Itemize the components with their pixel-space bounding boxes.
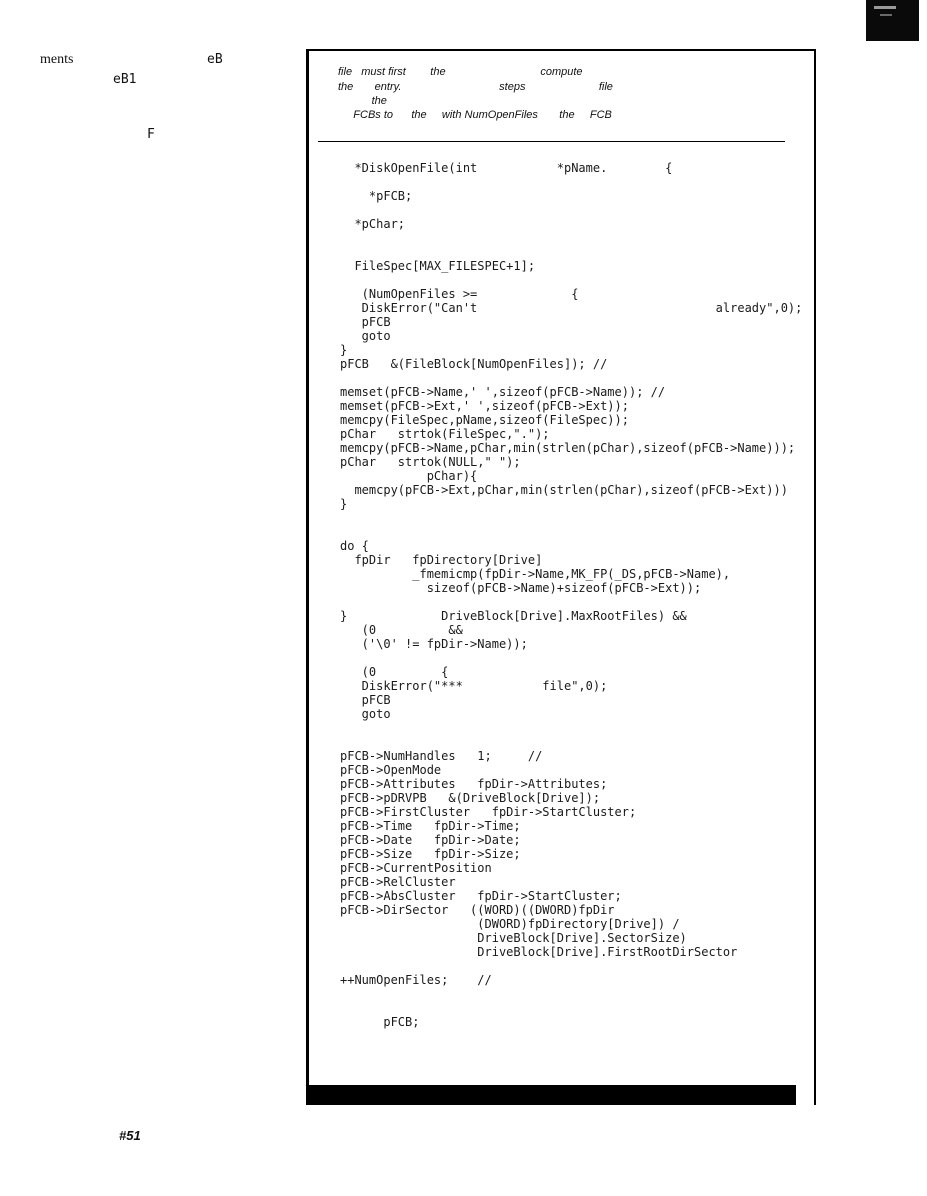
code-line xyxy=(340,245,802,259)
code-line: pFCB->Size fpDir->Size; xyxy=(340,847,521,861)
code-line: pFCB xyxy=(340,693,391,707)
code-line xyxy=(340,959,802,973)
code-line: (0 && xyxy=(340,623,463,637)
caption-line-4: FCBs to the with NumOpenFiles the FCB xyxy=(338,109,612,121)
code-listing xyxy=(340,161,802,1029)
code-line xyxy=(340,273,802,287)
margin-fragment-4: F xyxy=(147,127,155,142)
corner-tab xyxy=(866,0,919,41)
margin-fragment-1: ments xyxy=(40,52,74,67)
code-line xyxy=(340,987,802,1001)
code-line: pChar strtok(NULL," "); xyxy=(340,455,521,469)
code-line: DriveBlock[Drive].SectorSize) xyxy=(340,931,687,945)
caption-rule xyxy=(318,141,785,142)
code-line: goto xyxy=(340,707,391,721)
code-line: (NumOpenFiles >= { xyxy=(340,287,579,301)
listing-bottom-bar xyxy=(306,1085,796,1105)
code-line: fpDir fpDirectory[Drive] xyxy=(340,553,543,567)
code-line: memset(pFCB->Ext,' ',sizeof(pFCB->Ext)); xyxy=(340,399,629,413)
code-line: memcpy(FileSpec,pName,sizeof(FileSpec)); xyxy=(340,413,629,427)
code-line xyxy=(340,371,802,385)
page-number: #51 xyxy=(119,1128,141,1143)
code-line: memcpy(pFCB->Name,pChar,min(strlen(pChar),sizeof(pFCB->Name))); xyxy=(340,441,796,455)
code-line: DiskError("Can't already",0); xyxy=(340,301,803,315)
code-line: pFCB->pDRVPB &(DriveBlock[Drive]); xyxy=(340,791,601,805)
code-line: _fmemicmp(fpDir->Name,MK_FP(_DS,pFCB->Name), xyxy=(340,567,731,581)
code-line: pFCB->FirstCluster fpDir->StartCluster; xyxy=(340,805,637,819)
code-line: pFCB->Attributes fpDir->Attributes; xyxy=(340,777,608,791)
code-line: pFCB &(FileBlock[NumOpenFiles]); // xyxy=(340,357,608,371)
code-line: sizeof(pFCB->Name)+sizeof(pFCB->Ext)); xyxy=(340,581,702,595)
code-line xyxy=(340,595,802,609)
margin-fragment-3: eB1 xyxy=(113,72,137,87)
margin-fragment-2: eB xyxy=(207,52,223,67)
code-line: *pChar; xyxy=(340,217,406,231)
code-line: FileSpec[MAX_FILESPEC+1]; xyxy=(340,259,536,273)
code-line: pFCB->DirSector ((WORD)((DWORD)fpDir xyxy=(340,903,615,917)
code-line xyxy=(340,511,802,525)
code-line xyxy=(340,735,802,749)
code-line: DiskError("*** file",0); xyxy=(340,679,608,693)
code-line: pFCB->CurrentPosition xyxy=(340,861,492,875)
tab-speck xyxy=(874,6,896,9)
code-line xyxy=(340,175,802,189)
code-line xyxy=(340,721,802,735)
code-line: pChar){ xyxy=(340,469,478,483)
code-line: pFCB->OpenMode xyxy=(340,763,442,777)
code-line: } xyxy=(340,497,348,511)
code-line: *pFCB; xyxy=(340,189,413,203)
code-line xyxy=(340,1001,802,1015)
tab-speck xyxy=(880,14,892,16)
code-line: (0 { xyxy=(340,665,449,679)
code-line: pFCB xyxy=(340,315,391,329)
code-line: } DriveBlock[Drive].MaxRootFiles) && xyxy=(340,609,687,623)
code-line: DriveBlock[Drive].FirstRootDirSector xyxy=(340,945,738,959)
code-line: goto xyxy=(340,329,391,343)
code-line: pFCB->Date fpDir->Date; xyxy=(340,833,521,847)
code-line: } xyxy=(340,343,348,357)
code-line xyxy=(340,203,802,217)
code-line: pFCB->Time fpDir->Time; xyxy=(340,819,521,833)
code-line: do { xyxy=(340,539,369,553)
code-line: pFCB->AbsCluster fpDir->StartCluster; xyxy=(340,889,622,903)
code-line: pFCB->RelCluster xyxy=(340,875,456,889)
code-line xyxy=(340,651,802,665)
code-line: ++NumOpenFiles; // xyxy=(340,973,492,987)
caption-line-2: the entry. steps file xyxy=(338,81,613,93)
code-line: pFCB; xyxy=(340,1015,420,1029)
code-line: memcpy(pFCB->Ext,pChar,min(strlen(pChar),sizeof(pFCB->Ext))) xyxy=(340,483,788,497)
code-line: memset(pFCB->Name,' ',sizeof(pFCB->Name)); // xyxy=(340,385,666,399)
code-line: pChar strtok(FileSpec,"."); xyxy=(340,427,550,441)
code-line: ('\0' != fpDir->Name)); xyxy=(340,637,528,651)
code-line: (DWORD)fpDirectory[Drive]) / xyxy=(340,917,680,931)
code-line: pFCB->NumHandles 1; // xyxy=(340,749,543,763)
caption-line-1: file must first the compute xyxy=(338,66,583,78)
caption-line-3: the xyxy=(338,95,387,107)
code-line xyxy=(340,231,802,245)
code-line: *DiskOpenFile(int *pName. { xyxy=(340,161,673,175)
code-line xyxy=(340,525,802,539)
